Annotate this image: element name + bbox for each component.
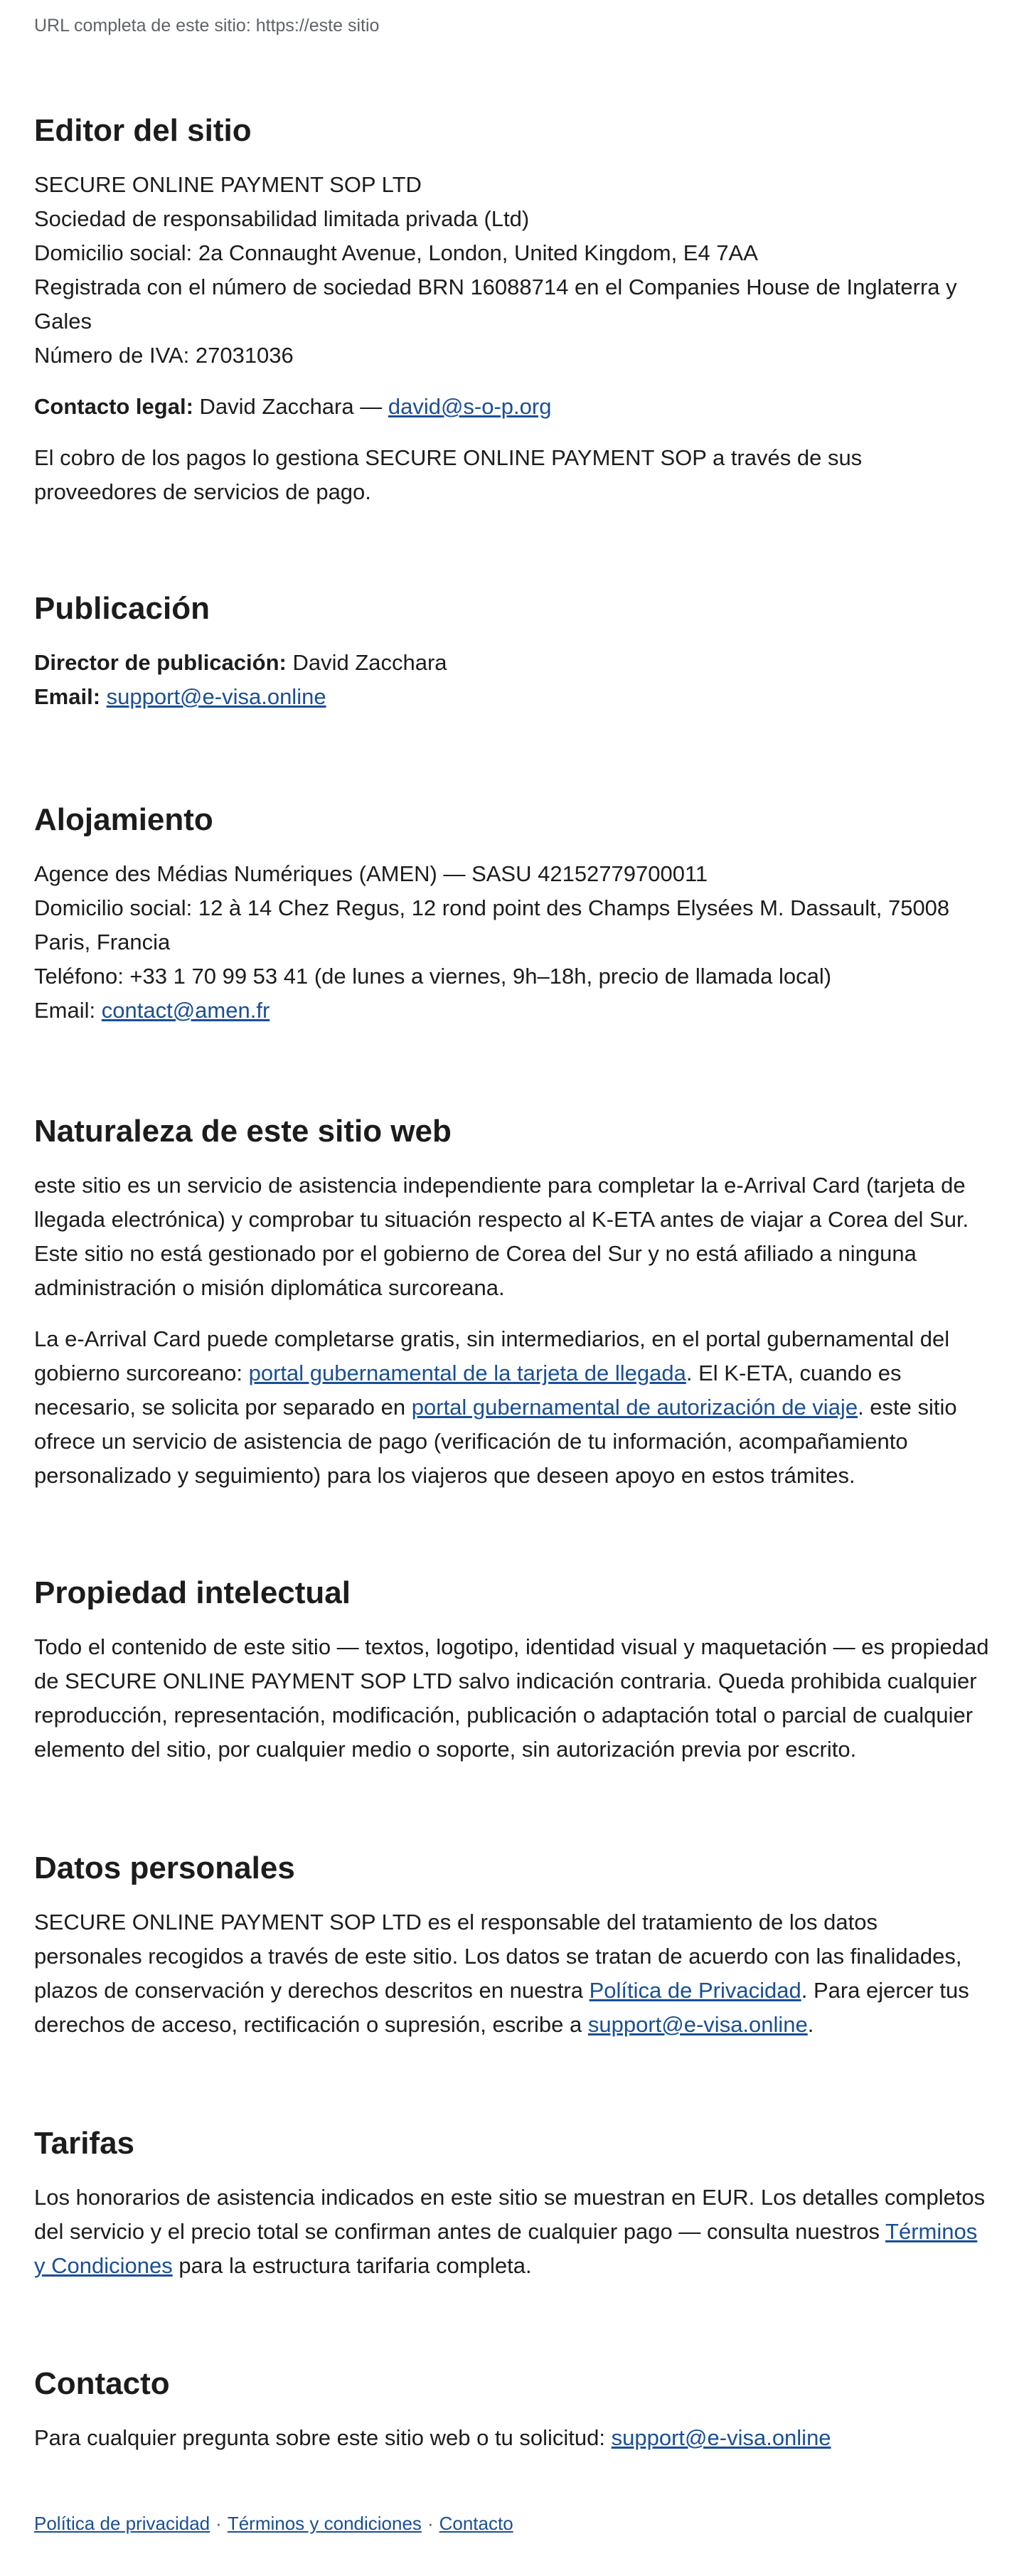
nature-paragraph-2 <box>34 1322 990 1493</box>
hosting-address: Domicilio social: 12 à 14 Chez Regus, 12 rond point des Champs Elysées M. Dassault, 75008 Paris, Francia <box>34 895 950 954</box>
hosting-phone: Teléfono: +33 1 70 99 53 41 (de lunes a viernes, 9h–18h, precio de llamada local) <box>34 964 832 989</box>
footer-privacy-link[interactable]: Política de privacidad <box>34 2513 210 2534</box>
personal-text-a: SECURE ONLINE PAYMENT SOP LTD es el responsable del tratamiento de los datos personales recogidos a través de este sitio. Los datos se tratan de acuerdo con las finalidades, plazos de conservación y derechos descritos en nuestra <box>34 1910 962 2003</box>
legal-contact-label: Contacto legal: <box>34 394 193 419</box>
hosting-email-link[interactable]: contact@amen.fr <box>101 998 270 1023</box>
section-title-nature: Naturaleza de este sitio web <box>34 1114 452 1149</box>
hosting-email-label: Email: <box>34 998 102 1023</box>
privacy-policy-link[interactable]: Política de Privacidad <box>589 1978 801 2003</box>
legal-contact-email-link[interactable]: david@s-o-p.org <box>388 394 552 419</box>
section-title-publication: Publicación <box>34 591 210 626</box>
publication-director-label: Director de publicación: <box>34 650 287 675</box>
contact-text <box>34 2421 990 2455</box>
footer-links <box>34 2511 513 2535</box>
publication-details <box>34 646 990 714</box>
section-title-ip: Propiedad intelectual <box>34 1575 351 1610</box>
travel-authorization-portal-link[interactable]: portal gubernamental de autorización de viaje <box>411 1395 858 1420</box>
publication-director-name: David Zacchara <box>286 650 447 675</box>
publication-email-label: Email: <box>34 684 101 709</box>
section-title-hosting: Alojamiento <box>34 802 213 837</box>
arrival-card-portal-link[interactable]: portal gubernamental de la tarjeta de llegada <box>248 1361 686 1385</box>
publication-email <box>34 680 990 714</box>
site-url-line: URL completa de este sitio: https://este sitio <box>34 16 380 36</box>
ip-text: Todo el contenido de este sitio — textos, logotipo, identidad visual y maquetación — es propiedad de SECURE ONLINE PAYMENT SOP LTD salvo indicación contraria. Queda prohibida cualquier reproducción, representación, modificación, publicación o adaptación total o parcial de cualquier elemento del sitio, por cualquier medio o soporte, sin autorización previa por escrito. <box>34 1634 989 1762</box>
section-title-personal-data: Datos personales <box>34 1851 295 1885</box>
editor-legal-contact <box>34 390 990 424</box>
publication-email-link[interactable]: support@e-visa.online <box>106 684 326 709</box>
section-contact <box>34 2364 990 2472</box>
section-fees <box>34 2124 990 2300</box>
hosting-details <box>34 857 990 1028</box>
section-personal-data <box>34 1848 990 2059</box>
footer-separator: · <box>427 2513 434 2534</box>
hosting-company: Agence des Médias Numériques (AMEN) — SASU 42152779700011 <box>34 861 708 886</box>
nature-p2-text-c: . este sitio ofrece un servicio de asistencia de pago (verificación de tu información, acompañamiento personalizado y seguimiento) para los viajeros que deseen apoyo en estos trámites. <box>34 1395 957 1488</box>
section-site-nature <box>34 1112 990 1510</box>
section-intellectual-property <box>34 1573 990 1784</box>
footer-contact-link[interactable]: Contacto <box>439 2513 513 2534</box>
hosting-email <box>34 994 990 1028</box>
fees-text <box>34 2181 990 2283</box>
editor-company-details <box>34 168 990 373</box>
editor-company-name: SECURE ONLINE PAYMENT SOP LTD <box>34 172 422 197</box>
nature-p2-text-a: La e-Arrival Card puede completarse gratis, sin intermediarios, en el portal gubernamental del gobierno surcoreano: <box>34 1326 950 1385</box>
editor-company-type: Sociedad de responsabilidad limitada privada (Ltd) <box>34 206 530 231</box>
section-title-editor: Editor del sitio <box>34 113 252 148</box>
personal-support-email-link[interactable]: support@e-visa.online <box>587 2012 808 2037</box>
footer-separator: · <box>215 2513 222 2534</box>
publication-director <box>34 646 990 680</box>
terms-conditions-link[interactable]: Términos y Condiciones <box>34 2219 978 2278</box>
personal-text-b: . Para ejercer tus derechos de acceso, rectificación o supresión, escribe a <box>34 1978 969 2037</box>
fees-text-a: Los honorarios de asistencia indicados en este sitio se muestran en EUR. Los detalles completos del servicio y el precio total se confirman antes de cualquier pago — consulta nuestros <box>34 2185 986 2244</box>
legal-contact-name: David Zacchara — <box>193 394 388 419</box>
section-title-contact: Contacto <box>34 2366 170 2401</box>
nature-paragraph-1: este sitio es un servicio de asistencia independiente para completar la e-Arrival Card (tarjeta de llegada electrónica) y comprobar tu situación respecto al K-ETA antes de viajar a Corea del Sur. Este sitio no está gestionado por el gobierno de Corea del Sur y no está afiliado a ninguna administración o misión diplomática surcoreana. <box>34 1173 969 1300</box>
section-site-editor <box>34 111 990 526</box>
section-hosting <box>34 800 990 1045</box>
personal-data-text <box>34 1905 990 2042</box>
section-publication <box>34 589 990 731</box>
editor-registered-office: Domicilio social: 2a Connaught Avenue, London, United Kingdom, E4 7AA <box>34 240 758 265</box>
personal-text-c: . <box>807 2012 814 2037</box>
editor-vat-number: Número de IVA: 27031036 <box>34 343 294 368</box>
footer-terms-link[interactable]: Términos y condiciones <box>227 2513 422 2534</box>
section-title-fees: Tarifas <box>34 2126 135 2161</box>
nature-p2-text-b: . El K-ETA, cuando es necesario, se solicita por separado en <box>34 1361 902 1420</box>
editor-payments-text: El cobro de los pagos lo gestiona SECURE ONLINE PAYMENT SOP a través de sus proveedores de servicios de pago. <box>34 445 863 504</box>
contact-text-label: Para cualquier pregunta sobre este sitio web o tu solicitud: <box>34 2425 612 2450</box>
editor-registration-number: Registrada con el número de sociedad BRN 16088714 en el Companies House de Inglaterra y Gales <box>34 275 957 334</box>
fees-text-b: para la estructura tarifaria completa. <box>172 2253 532 2278</box>
contact-support-email-link[interactable]: support@e-visa.online <box>611 2425 831 2450</box>
